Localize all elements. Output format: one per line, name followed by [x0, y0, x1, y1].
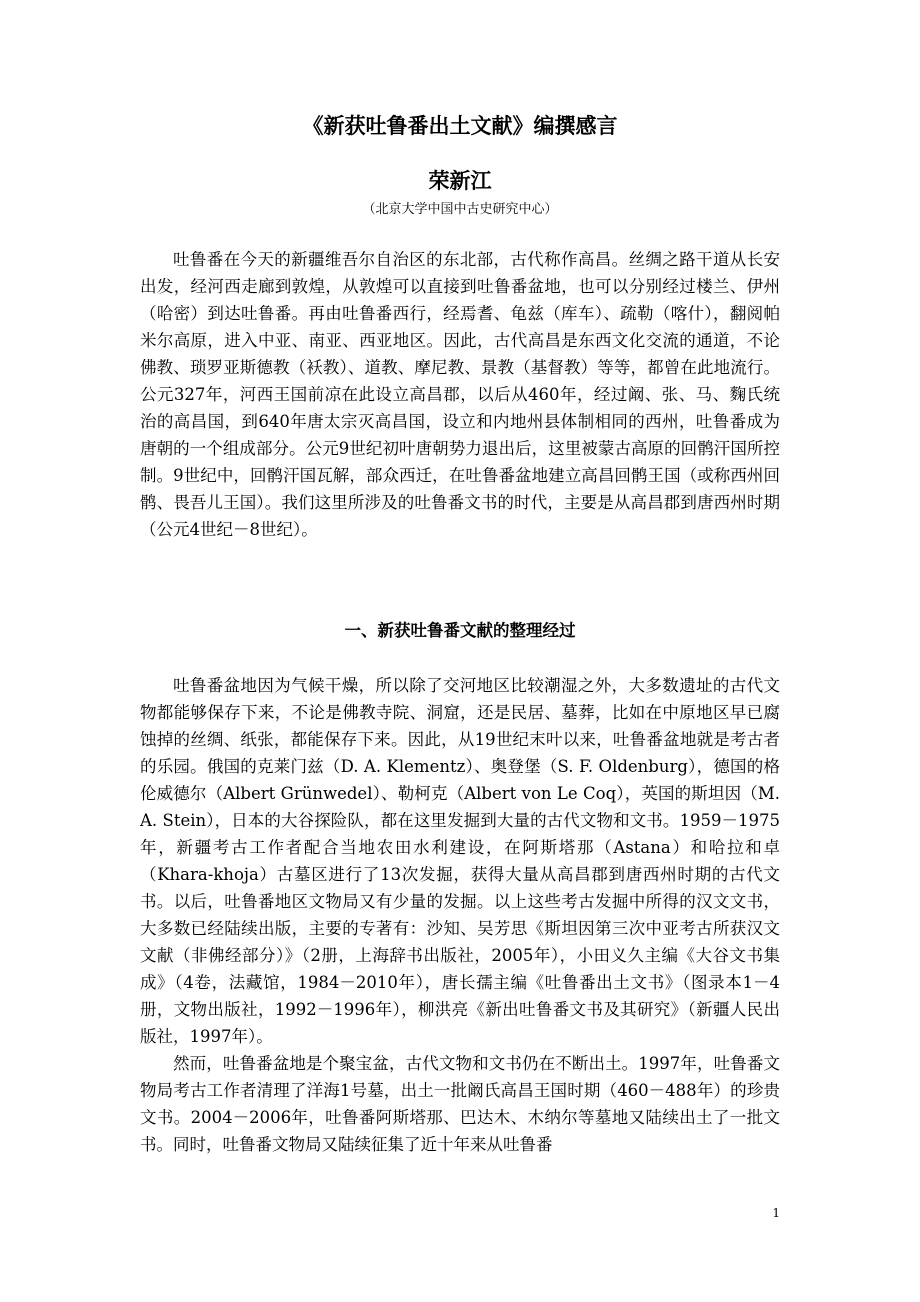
body-paragraph: 吐鲁番在今天的新疆维吾尔自治区的东北部，古代称作高昌。丝绸之路干道从长安出发，经河西走廊到敦煌，从敦煌可以直接到吐鲁番盆地，也可以分别经过楼兰、伊州（哈密）到达吐鲁番。再由吐鲁番西行，经焉耆、龟兹（库车）、疏勒（喀什），翻阅帕米尔高原，进入中亚、南亚、西亚地区。因此，古代高昌是东西文化交流的通道，不论佛教、琐罗亚斯德教（袄教）、道教、摩尼教、景教（基督教）等等，都曾在此地流行。公元327年，河西王国前凉在此设立高昌郡，以后从460年，经过阚、张、马、麴氏统治的高昌国，到640年唐太宗灭高昌国，设立和内地州县体制相同的西州，吐鲁番成为唐朝的一个组成部分。公元9世纪初叶唐朝势力退出后，这里被蒙古高原的回鹘汗国所控制。9世纪中，回鹘汗国瓦解，部众西迁，在吐鲁番盆地建立高昌回鹘王国（或称西州回鹘、畏吾儿王国）。我们这里所涉及的吐鲁番文书的时代，主要是从高昌郡到唐西州时期（公元4世纪－8世纪）。: [140, 250, 780, 539]
body-paragraph: 吐鲁番盆地因为气候干燥，所以除了交河地区比较潮湿之外，大多数遗址的古代文物都能够保存下来，不论是佛教寺院、洞窟，还是民居、墓葬，比如在中原地区早已腐蚀掉的丝绸、纸张，都能保存下来。因此，从19世纪末叶以来，吐鲁番盆地就是考古者的乐园。俄国的克莱门兹（D. A. Klementz）、奥登堡（S. F. Oldenburg），德国的格伦威德尔（Albert Grünwedel）、勒柯克（Albert von Le Coq），英国的斯坦因（M. A. Stein），日本的大谷探险队，都在这里发掘到大量的古代文物和文书。1959－1975年，新疆考古工作者配合当地农田水利建设，在阿斯塔那（Astana）和哈拉和卓（Khara-khoja）古墓区进行了13次发掘，获得大量从高昌郡到唐西州时期的古代文书。以后，吐鲁番地区文物局又有少量的发掘。以上这些考古发掘中所得的汉文文书，大多数已经陆续出版，主要的专著有：沙知、吴芳思《斯坦因第三次中亚考古所获汉文文献（非佛经部分）》（2册，上海辞书出版社，2005年），小田义久主编《大谷文书集成》（4卷，法藏馆，1984－2010年），唐长孺主编《吐鲁番出土文书》（图录本1－4册，文物出版社，1992－1996年），柳洪亮《新出吐鲁番文书及其研究》（新疆人民出版社，1997年）。: [140, 676, 780, 1046]
author-affiliation: （北京大学中国中古史研究中心）: [362, 202, 558, 217]
page-number: 1: [772, 1206, 780, 1220]
document-title: 《新获吐鲁番出土文献》编撰感言: [302, 113, 618, 138]
intro-paragraph-block: [140, 246, 780, 543]
body-paragraph: 然而，吐鲁番盆地是个聚宝盆，古代文物和文书仍在不断出土。1997年，吐鲁番文物局考古工作者清理了洋海1号墓，出土一批阚氏高昌王国时期（460－488年）的珍贵文书。2004－2006年，吐鲁番阿斯塔那、巴达木、木纳尔等墓地又陆续出土了一批文书。同时，吐鲁番文物局又陆续征集了近十年来从吐鲁番: [140, 1054, 780, 1154]
section-paragraph-block: [140, 672, 780, 1158]
section-heading: 一、新获吐鲁番文献的整理经过: [344, 621, 576, 640]
author-name: 荣新江: [428, 168, 492, 193]
